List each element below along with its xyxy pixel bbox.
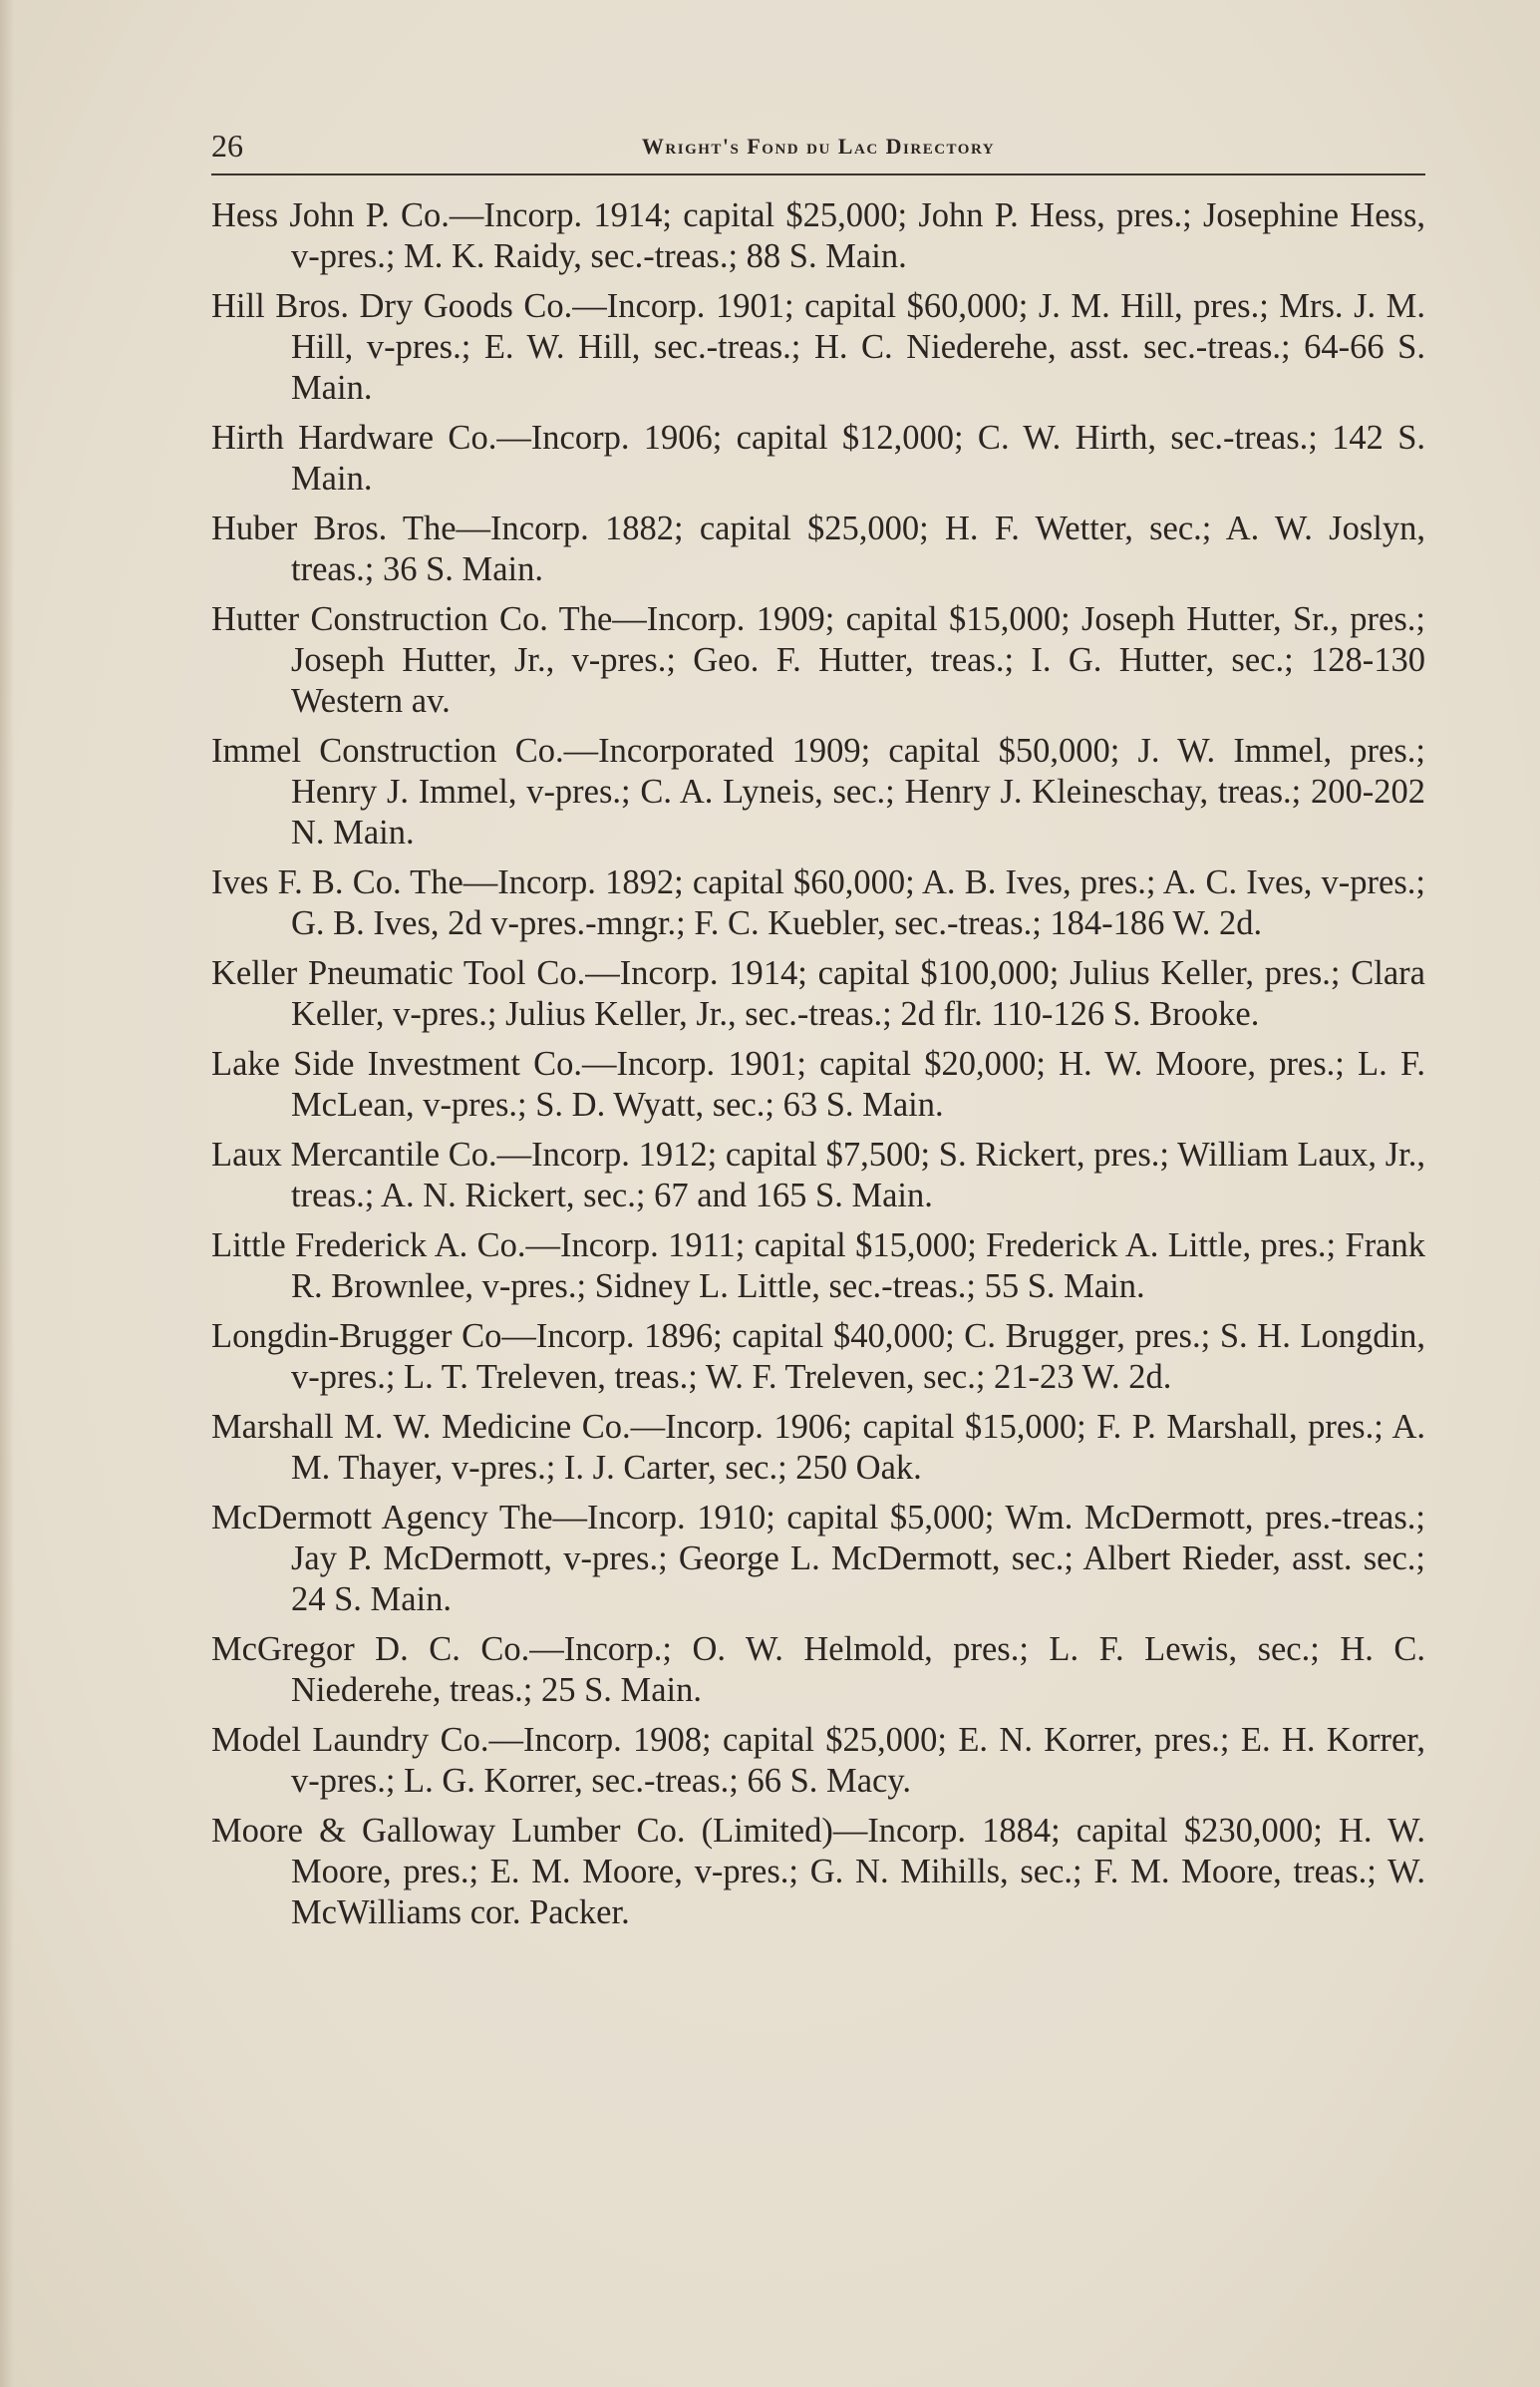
directory-entry: Laux Mercantile Co.—Incorp. 1912; capital $7,500; S. Rickert, pres.; William Laux, Jr., treas.; A. N. Rickert, sec.; 67 and 165 S. Main. <box>211 1136 1425 1214</box>
page-header <box>211 118 1425 173</box>
directory-entry: Keller Pneumatic Tool Co.—Incorp. 1914; capital $100,000; Julius Keller, pres.; Clara Keller, v-pres.; Julius Keller, Jr., sec.-treas.; 2d flr. 110-126 S. Brooke. <box>211 954 1425 1033</box>
directory-entry: Model Laundry Co.—Incorp. 1908; capital $25,000; E. N. Korrer, pres.; E. H. Korrer, v-pres.; L. G. Korrer, sec.-treas.; 66 S. Macy. <box>211 1721 1425 1800</box>
directory-entry: Longdin-Brugger Co—Incorp. 1896; capital $40,000; C. Brugger, pres.; S. H. Longdin, v-pres.; L. T. Treleven, treas.; W. F. Treleven, sec.; 21-23 W. 2d. <box>211 1317 1425 1396</box>
header-rule <box>211 173 1425 175</box>
directory-entry: Little Frederick A. Co.—Incorp. 1911; capital $15,000; Frederick A. Little, pres.; Frank R. Brownlee, v-pres.; Sidney L. Little, sec.-treas.; 55 S. Main. <box>211 1226 1425 1305</box>
directory-entry: Immel Construction Co.—Incorporated 1909; capital $50,000; J. W. Immel, pres.; Henry J. Immel, v-pres.; C. A. Lyneis, sec.; Henry J. Kleineschay, treas.; 200-202 N. Main. <box>211 732 1425 852</box>
directory-entries <box>211 195 1425 1942</box>
directory-entry: Lake Side Investment Co.—Incorp. 1901; capital $20,000; H. W. Moore, pres.; L. F. McLean, v-pres.; S. D. Wyatt, sec.; 63 S. Main. <box>211 1045 1425 1124</box>
directory-entry: Hutter Construction Co. The—Incorp. 1909; capital $15,000; Joseph Hutter, Sr., pres.; Joseph Hutter, Jr., v-pres.; Geo. F. Hutter, treas.; I. G. Hutter, sec.; 128-130 Western av. <box>211 600 1425 720</box>
directory-entry: Hess John P. Co.—Incorp. 1914; capital $25,000; John P. Hess, pres.; Josephine Hess, v-pres.; M. K. Raidy, sec.-treas.; 88 S. Main. <box>211 196 1425 275</box>
page-number: 26 <box>211 128 243 164</box>
directory-entry: Hirth Hardware Co.—Incorp. 1906; capital $12,000; C. W. Hirth, sec.-treas.; 142 S. Main. <box>211 419 1425 498</box>
directory-entry: Huber Bros. The—Incorp. 1882; capital $25,000; H. F. Wetter, sec.; A. W. Joslyn, treas.; 36 S. Main. <box>211 510 1425 588</box>
directory-entry: Hill Bros. Dry Goods Co.—Incorp. 1901; capital $60,000; J. M. Hill, pres.; Mrs. J. M. Hill, v-pres.; E. W. Hill, sec.-treas.; H. C. Niederehe, asst. sec.-treas.; 64-66 S. Main. <box>211 287 1425 407</box>
running-head: Wright's Fond du Lac Directory <box>641 134 996 159</box>
directory-entry: McDermott Agency The—Incorp. 1910; capital $5,000; Wm. McDermott, pres.-treas.; Jay P. McDermott, v-pres.; George L. McDermott, sec.; Albert Rieder, asst. sec.; 24 S. Main. <box>211 1499 1425 1618</box>
directory-entry: Marshall M. W. Medicine Co.—Incorp. 1906; capital $15,000; F. P. Marshall, pres.; A. M. Thayer, v-pres.; I. J. Carter, sec.; 250 Oak. <box>211 1408 1425 1487</box>
page-edge-shadow <box>0 0 14 2387</box>
directory-entry: Ives F. B. Co. The—Incorp. 1892; capital $60,000; A. B. Ives, pres.; A. C. Ives, v-pres.; G. B. Ives, 2d v-pres.-mngr.; F. C. Kuebler, sec.-treas.; 184-186 W. 2d. <box>211 863 1425 942</box>
directory-entry: McGregor D. C. Co.—Incorp.; O. W. Helmold, pres.; L. F. Lewis, sec.; H. C. Niederehe, treas.; 25 S. Main. <box>211 1630 1425 1709</box>
directory-entry: Moore & Galloway Lumber Co. (Limited)—Incorp. 1884; capital $230,000; H. W. Moore, pres.; E. M. Moore, v-pres.; G. N. Mihills, sec.; F. M. Moore, treas.; W. McWilliams cor. Packer. <box>211 1812 1425 1931</box>
